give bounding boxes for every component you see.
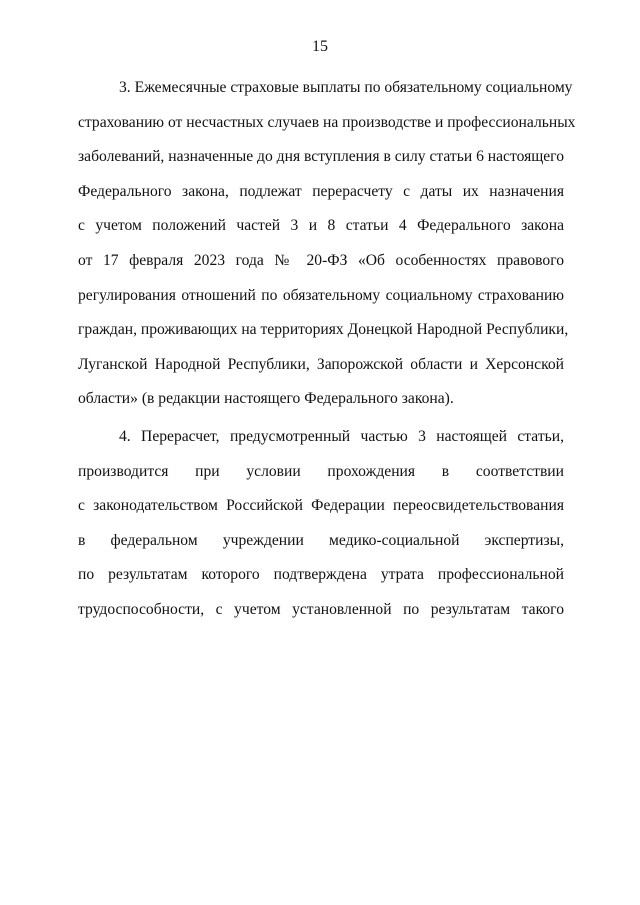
text-line: с учетом положений частей 3 и 8 статьи 4 Федерального закона (78, 217, 564, 235)
text-line: по результатам которого подтверждена утрата профессиональной (78, 566, 564, 584)
paragraph-3 (78, 71, 576, 417)
text-line: заболеваний, назначенные до дня вступления в силу статьи 6 настоящего (78, 148, 564, 166)
text-line: с законодательством Российской Федерации переосвидетельствования (78, 497, 564, 515)
text-line: 4. Перерасчет, предусмотренный частью 3 настоящей статьи, (119, 428, 564, 445)
text-line: от 17 февраля 2023 года № 20-ФЗ «Об особенностях правового (78, 251, 564, 269)
text-line: в федеральном учреждении медико-социальной экспертизы, (78, 531, 564, 549)
page-number: 15 (312, 38, 328, 55)
text-line: регулирования отношений по обязательному социальному страхованию (78, 286, 564, 304)
text-line: производится при условии прохождения в соответствии (78, 462, 564, 480)
text-line: граждан, проживающих на территориях Донецкой Народной Республики, (78, 321, 569, 339)
text-line: трудоспособности, с учетом установленной по результатам такого (78, 600, 564, 618)
text-line: Федерального закона, подлежат перерасчету с даты их назначения (78, 182, 564, 200)
text-line: Луганской Народной Республики, Запорожской области и Херсонской (78, 355, 564, 373)
paragraph-4 (78, 420, 564, 628)
text-line: 3. Ежемесячные страховые выплаты по обязательному социальному (119, 79, 573, 96)
text-line: страхованию от несчастных случаев на производстве и профессиональных (78, 113, 576, 131)
text-line: области» (в редакции настоящего Федерального закона). (78, 390, 454, 408)
